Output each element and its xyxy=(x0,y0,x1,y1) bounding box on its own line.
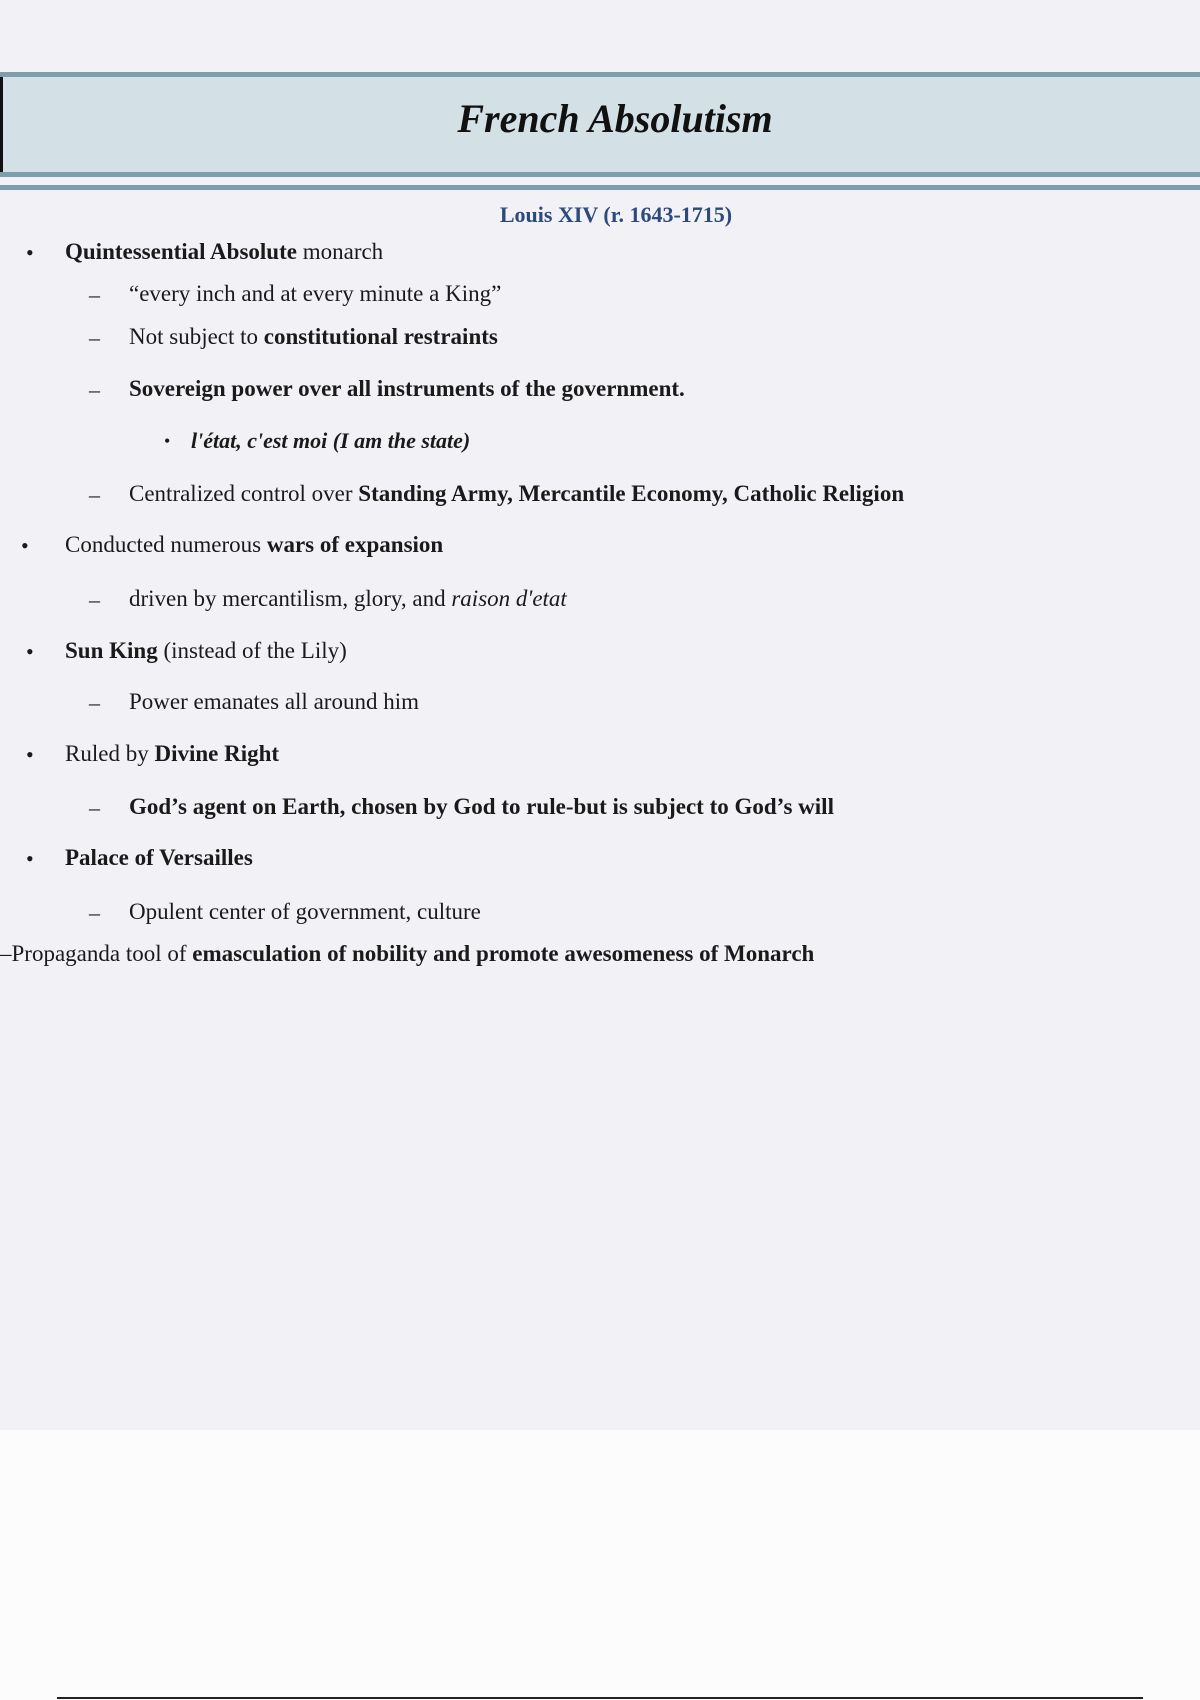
dash-marker: – xyxy=(89,377,100,402)
subsub-letat xyxy=(191,428,470,454)
bullet-divine-right xyxy=(65,740,279,768)
sub-bold-text: constitutional restraints xyxy=(263,324,498,349)
dash-marker: – xyxy=(89,795,100,820)
footer-rule xyxy=(57,1697,1143,1699)
bullet-versailles xyxy=(65,844,253,872)
bullet-absolute-monarch xyxy=(65,238,383,266)
bullet-sun-king xyxy=(65,637,347,665)
title-band xyxy=(0,72,1200,172)
dash-marker: – xyxy=(89,587,100,612)
bullet-bold-text: Divine Right xyxy=(154,741,280,766)
propaganda-bold-text: emasculation of nobility and promote awesomeness of Monarch xyxy=(192,941,815,966)
sub-mercantilism xyxy=(129,585,567,613)
bullet-bold-text: wars of expansion xyxy=(266,532,444,557)
sub-text: “every inch and at every minute a King” xyxy=(129,281,502,306)
sub-gods-agent xyxy=(129,793,834,821)
slide-subtitle: Louis XIV (r. 1643-1715) xyxy=(499,202,733,227)
sub-text: Power emanates all around him xyxy=(129,689,419,714)
bullet-marker: • xyxy=(26,846,34,871)
dash-marker: – xyxy=(89,900,100,925)
bullet-wars-expansion xyxy=(65,531,443,559)
sub-power-emanates xyxy=(129,688,419,716)
sub-text: Not subject to xyxy=(129,324,264,349)
bullet-bold-text: Quintessential Absolute xyxy=(65,239,297,264)
dash-marker: – xyxy=(89,482,100,507)
sub-opulent-center xyxy=(129,898,481,926)
sub-centralized-control xyxy=(129,480,904,508)
bullet-marker: • xyxy=(26,639,34,664)
bullet-text: Ruled by xyxy=(65,741,155,766)
dash-marker: – xyxy=(89,690,100,715)
propaganda-line xyxy=(0,940,814,968)
dash-marker: – xyxy=(89,325,100,350)
sub-bold-text: Sovereign power over all instruments of the government. xyxy=(129,376,685,401)
bullet-marker: • xyxy=(21,533,29,558)
bullet-text: (instead of the Lily) xyxy=(157,638,347,663)
sub-bold-text: Standing Army, Mercantile Economy, Catholic Religion xyxy=(358,481,905,506)
dash-marker: – xyxy=(89,282,100,307)
bullet-text: Conducted numerous xyxy=(65,532,267,557)
sub-constitutional xyxy=(129,323,498,351)
bullet-marker: • xyxy=(26,240,34,265)
bullet-marker: • xyxy=(26,742,34,767)
bullet-marker-small: • xyxy=(164,431,171,451)
sub-bold-text: God’s agent on Earth, chosen by God to rule-but is subject to God’s will xyxy=(129,794,834,819)
sub-text: driven by mercantilism, glory, and xyxy=(129,586,452,611)
bullet-bold-text: Sun King xyxy=(65,638,158,663)
slide-title: French Absolutism xyxy=(457,96,773,141)
sub-sovereign-power xyxy=(129,375,685,403)
propaganda-text: –Propaganda tool of xyxy=(0,941,193,966)
sub-italic-text: raison d'etat xyxy=(451,586,567,611)
title-rule-upper xyxy=(0,172,1200,177)
bullet-bold-text: Palace of Versailles xyxy=(65,845,253,870)
subsub-bold-italic-text: l'état, c'est moi (I am the state) xyxy=(191,428,471,453)
title-rule-lower xyxy=(0,185,1200,190)
sub-text: Opulent center of government, culture xyxy=(129,899,481,924)
sub-every-inch xyxy=(129,280,501,308)
bullet-text: monarch xyxy=(296,239,384,264)
sub-text: Centralized control over xyxy=(129,481,359,506)
